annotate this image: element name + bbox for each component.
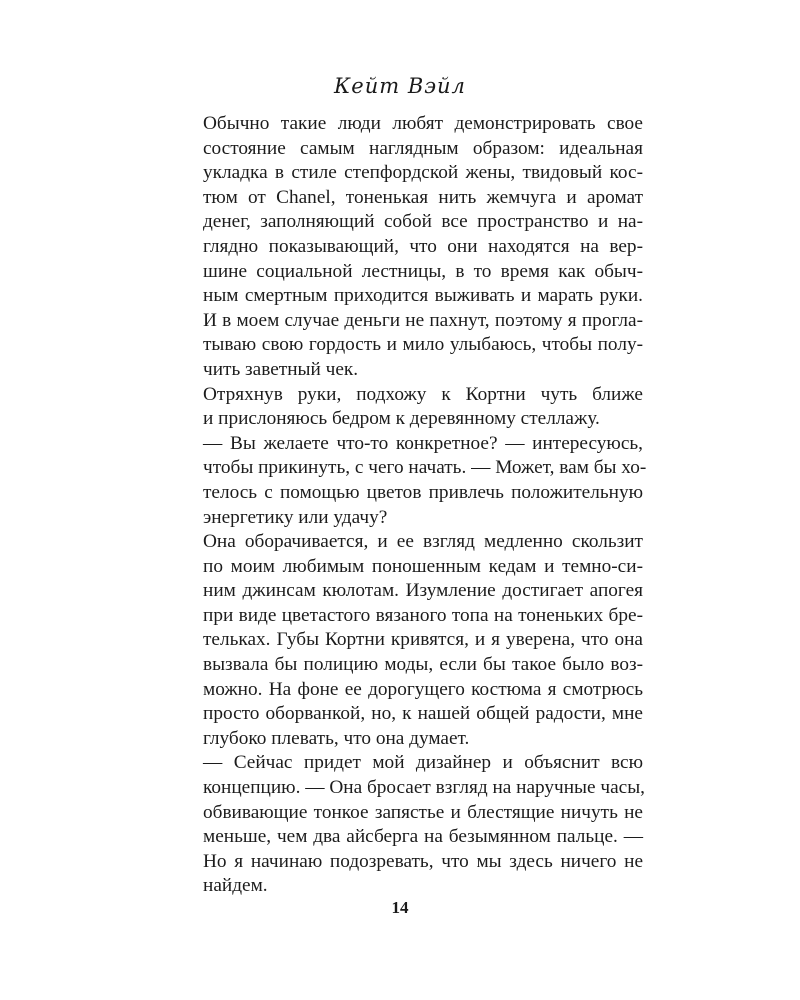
paragraph — [180, 432, 647, 530]
text-line: — Сейчас придет мой дизайнер и объяснит всю — [203, 752, 643, 774]
text-line: концепцию. — Она бросает взгляд на наручные часы, — [203, 777, 645, 799]
text-line: Она оборачивается, и ее взгляд медленно скользит — [203, 531, 643, 553]
text-line: состояние самым наглядным образом: идеальная — [203, 137, 643, 159]
text-line: тельках. Губы Кортни кривятся, и я уверена, что она — [203, 629, 643, 651]
text-line: Но я начинаю подозревать, что мы здесь ничего не — [203, 850, 643, 872]
text-line: шине социальной лестницы, в то время как обыч- — [203, 260, 643, 282]
page-number: 14 — [391, 898, 409, 917]
text-line: денег, заполняющий собой все пространство и на- — [203, 211, 643, 233]
paragraph — [180, 751, 643, 899]
text-line: — Вы желаете что-то конкретное? — интересуюсь, — [203, 432, 643, 454]
paragraph — [180, 383, 643, 432]
text-line: чтобы прикинуть, с чего начать. — Может, вам бы хо- — [203, 457, 647, 479]
text-line: тываю свою гордость и мило улыбаюсь, чтобы полу- — [203, 334, 643, 356]
running-head-author: Кейт Вэйл — [334, 74, 466, 98]
text-line: обвивающие тонкое запястье и блестящие ничуть не — [203, 801, 643, 823]
text-line: по моим любимым поношенным кедам и темно-си- — [203, 555, 643, 577]
text-line: глядно показывающий, что они находятся на вер- — [203, 235, 643, 257]
text-line: И в моем случае деньги не пахнут, поэтому я прогла- — [203, 309, 643, 331]
text-line: глубоко плевать, что она думает. — [203, 727, 470, 749]
text-line: найдем. — [203, 875, 268, 897]
text-line: ным смертным приходится выживать и марать руки. — [203, 285, 643, 307]
text-line: меньше, чем два айсберга на безымянном пальце. — — [203, 826, 643, 848]
text-line: укладка в стиле степфордской жены, твидовый кос- — [203, 162, 643, 184]
body-text — [180, 112, 647, 899]
text-line: ним джинсам кюлотам. Изумление достигает апогея — [203, 580, 643, 602]
text-line: можно. На фоне ее дорогущего костюма я смотрюсь — [203, 678, 643, 700]
text-line: просто оборванкой, но, к нашей общей радости, мне — [203, 703, 643, 725]
text-line: чить заветный чек. — [203, 358, 359, 380]
text-line: и прислоняюсь бедром к деревянному стеллажу. — [203, 408, 600, 430]
text-line: при виде цветастого вязаного топа на тоненьких бре- — [203, 604, 643, 626]
text-line: энергетику или удачу? — [203, 506, 388, 528]
text-line: Отряхнув руки, подхожу к Кортни чуть ближе — [203, 383, 643, 405]
paragraph — [180, 112, 643, 383]
text-line: вызвала бы полицию моды, если бы такое было воз- — [203, 654, 643, 676]
text-line: тюм от Chanel, тоненькая нить жемчуга и аромат — [203, 186, 643, 208]
paragraph — [180, 530, 643, 751]
text-line: Обычно такие люди любят демонстрировать свое — [203, 113, 643, 134]
text-line: телось с помощью цветов привлечь положительную — [203, 481, 643, 503]
